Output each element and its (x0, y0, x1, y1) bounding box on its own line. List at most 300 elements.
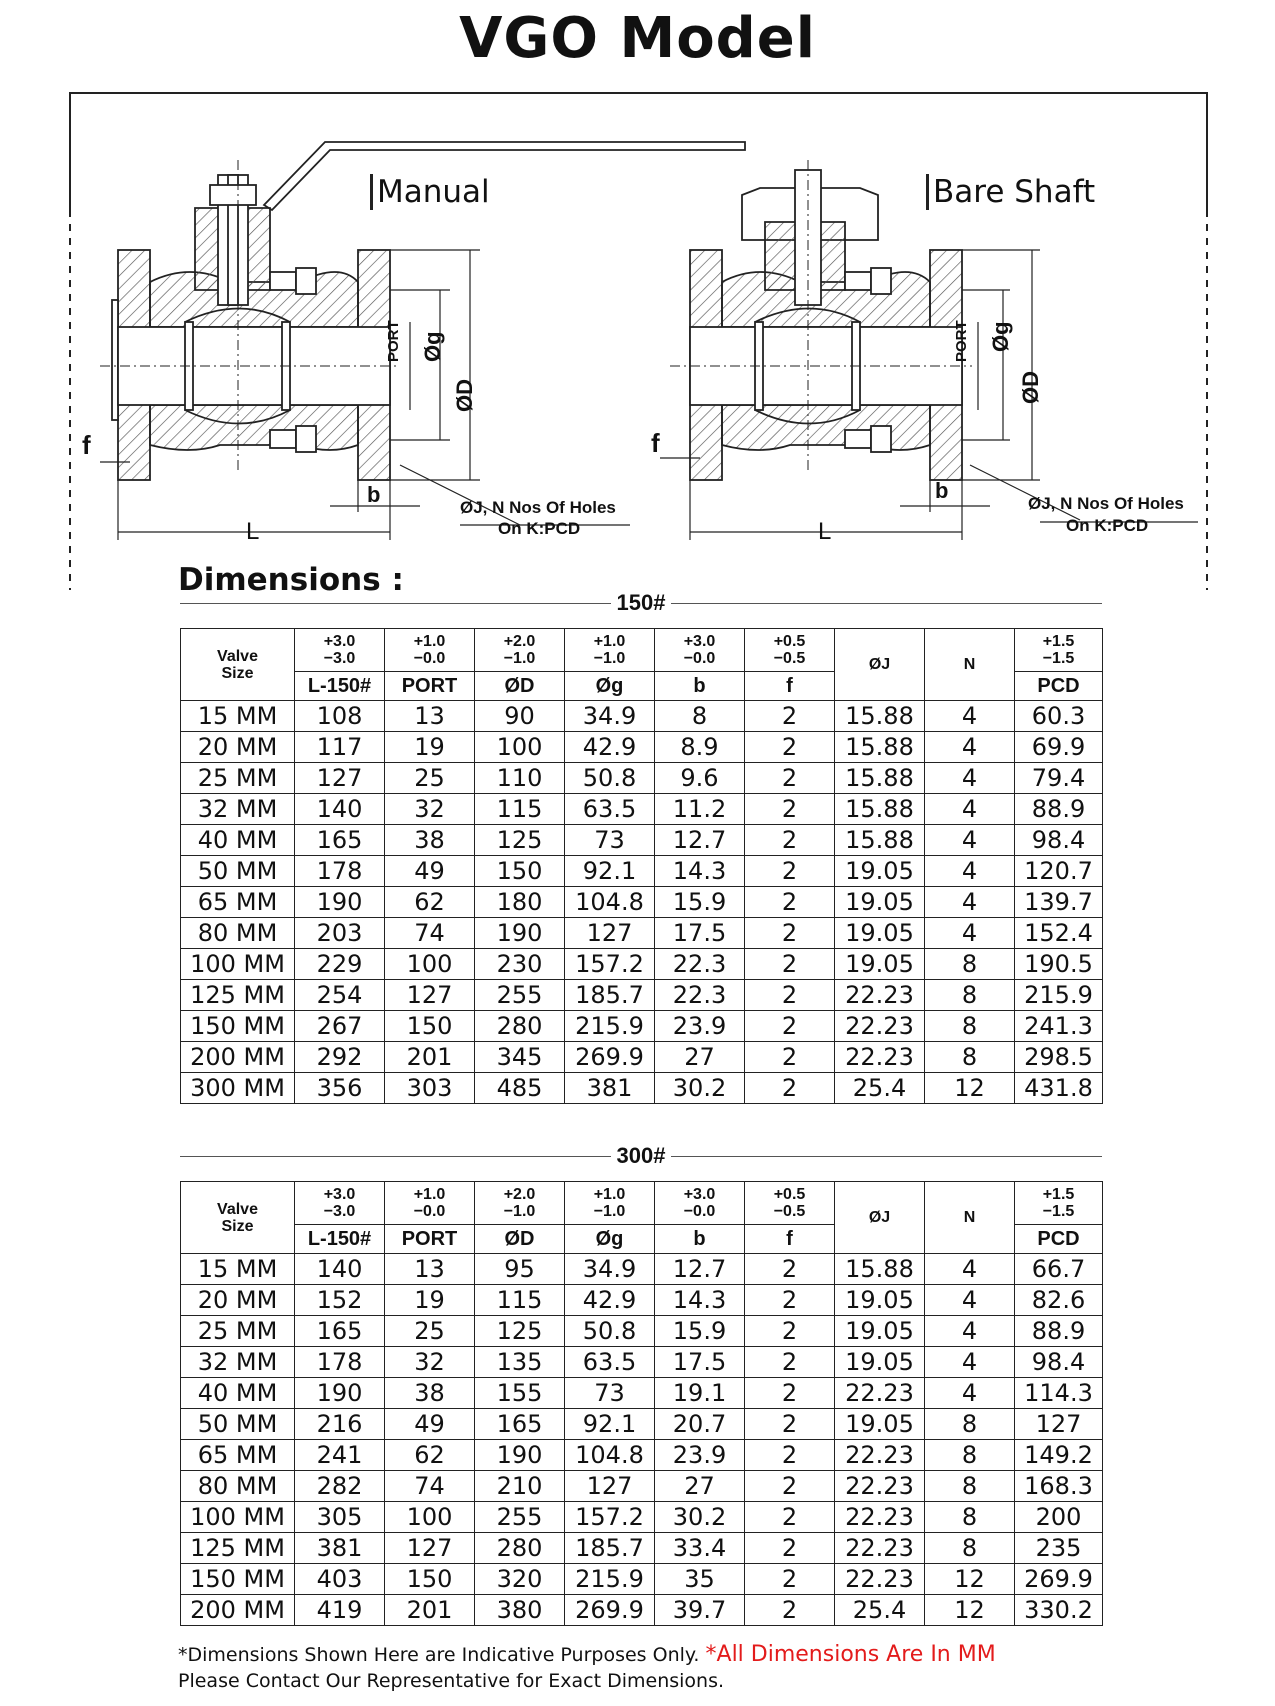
value-cell: 34.9 (565, 1254, 655, 1285)
value-cell: 127 (295, 763, 385, 794)
value-cell: 269.9 (1015, 1564, 1103, 1595)
value-cell: 88.9 (1015, 1316, 1103, 1347)
value-cell: 356 (295, 1073, 385, 1104)
value-cell: 12 (925, 1564, 1015, 1595)
value-cell: 23.9 (655, 1011, 745, 1042)
value-cell: 255 (475, 980, 565, 1011)
value-cell: 140 (295, 1254, 385, 1285)
value-cell: 69.9 (1015, 732, 1103, 763)
value-cell: 2 (745, 763, 835, 794)
value-cell: 345 (475, 1042, 565, 1073)
value-cell: 178 (295, 1347, 385, 1378)
valve-size-cell: 100 MM (181, 1502, 295, 1533)
value-cell: 320 (475, 1564, 565, 1595)
value-cell: 4 (925, 1254, 1015, 1285)
table-row (181, 794, 1103, 825)
value-cell: 79.4 (1015, 763, 1103, 794)
value-cell: 19.1 (655, 1378, 745, 1409)
value-cell: 267 (295, 1011, 385, 1042)
value-cell: 30.2 (655, 1073, 745, 1104)
value-cell: 14.3 (655, 856, 745, 887)
value-cell: 19.05 (835, 1316, 925, 1347)
value-cell: 127 (565, 918, 655, 949)
value-cell: 32 (385, 1347, 475, 1378)
value-cell: 27 (655, 1042, 745, 1073)
value-cell: 25 (385, 763, 475, 794)
valve-size-cell: 25 MM (181, 763, 295, 794)
value-cell: 32 (385, 794, 475, 825)
value-cell: 4 (925, 794, 1015, 825)
valve-size-cell: 100 MM (181, 949, 295, 980)
table-row (181, 1254, 1103, 1285)
value-cell: 2 (745, 1073, 835, 1104)
value-cell: 42.9 (565, 732, 655, 763)
tol-port: +1.0 −0.0 (385, 629, 475, 672)
manual-label: Manual (370, 174, 490, 210)
value-cell: 152 (295, 1285, 385, 1316)
table-row (181, 825, 1103, 856)
value-cell: 165 (475, 1409, 565, 1440)
value-cell: 305 (295, 1502, 385, 1533)
holes-label-right-2: On K:PCD (1066, 516, 1149, 535)
value-cell: 2 (745, 887, 835, 918)
table-row (181, 1440, 1103, 1471)
value-cell: 104.8 (565, 887, 655, 918)
col-f: f (745, 672, 835, 701)
table-row (181, 949, 1103, 980)
valve-size-cell: 200 MM (181, 1595, 295, 1626)
value-cell: 25.4 (835, 1073, 925, 1104)
value-cell: 17.5 (655, 918, 745, 949)
value-cell: 12 (925, 1595, 1015, 1626)
dim-b-label-left: b (367, 482, 381, 507)
value-cell: 19 (385, 1285, 475, 1316)
value-cell: 229 (295, 949, 385, 980)
valve-size-cell: 80 MM (181, 1471, 295, 1502)
value-cell: 190 (295, 1378, 385, 1409)
value-cell: 157.2 (565, 949, 655, 980)
oj-header: ØJ (835, 629, 925, 701)
table-row (181, 1011, 1103, 1042)
value-cell: 98.4 (1015, 1347, 1103, 1378)
tol-l: +3.0 −3.0 (295, 1182, 385, 1225)
valve-size-cell: 65 MM (181, 1440, 295, 1471)
value-cell: 9.6 (655, 763, 745, 794)
value-cell: 13 (385, 701, 475, 732)
value-cell: 280 (475, 1011, 565, 1042)
value-cell: 19.05 (835, 949, 925, 980)
dimensions-table-150 (180, 628, 1103, 1104)
value-cell: 4 (925, 887, 1015, 918)
value-cell: 110 (475, 763, 565, 794)
table-row (181, 1409, 1103, 1440)
table-row (181, 856, 1103, 887)
value-cell: 210 (475, 1471, 565, 1502)
value-cell: 152.4 (1015, 918, 1103, 949)
value-cell: 2 (745, 1440, 835, 1471)
bare-shaft-label: Bare Shaft (926, 174, 1095, 210)
tol-pcd: +1.5 −1.5 (1015, 1182, 1103, 1225)
value-cell: 431.8 (1015, 1073, 1103, 1104)
value-cell: 203 (295, 918, 385, 949)
dim-l-label-right: L (818, 518, 832, 545)
value-cell: 19.05 (835, 918, 925, 949)
footer-disclaimer: *Dimensions Shown Here are Indicative Purposes Only. (178, 1644, 700, 1666)
col-l: L-150# (295, 1225, 385, 1254)
value-cell: 22.23 (835, 1042, 925, 1073)
value-cell: 215.9 (1015, 980, 1103, 1011)
value-cell: 22.23 (835, 1440, 925, 1471)
value-cell: 230 (475, 949, 565, 980)
value-cell: 100 (385, 949, 475, 980)
valve-size-cell: 150 MM (181, 1011, 295, 1042)
value-cell: 168.3 (1015, 1471, 1103, 1502)
col-b: b (655, 1225, 745, 1254)
value-cell: 115 (475, 794, 565, 825)
value-cell: 22.23 (835, 1471, 925, 1502)
value-cell: 8 (655, 701, 745, 732)
table-row (181, 980, 1103, 1011)
dim-l-label-left: L (246, 518, 260, 545)
tol-port: +1.0 −0.0 (385, 1182, 475, 1225)
value-cell: 62 (385, 887, 475, 918)
value-cell: 19.05 (835, 856, 925, 887)
table-row (181, 1533, 1103, 1564)
table-row (181, 1285, 1103, 1316)
dim-d-label-right: ØD (1018, 371, 1043, 404)
value-cell: 22.23 (835, 1011, 925, 1042)
value-cell: 15.88 (835, 732, 925, 763)
value-cell: 22.23 (835, 980, 925, 1011)
value-cell: 27 (655, 1471, 745, 1502)
col-port: PORT (385, 1225, 475, 1254)
n-header: N (925, 629, 1015, 701)
value-cell: 11.2 (655, 794, 745, 825)
valve-size-cell: 150 MM (181, 1564, 295, 1595)
holes-label-left-2: On K:PCD (498, 519, 581, 538)
valve-size-cell: 40 MM (181, 825, 295, 856)
tol-d: +2.0 −1.0 (475, 1182, 565, 1225)
value-cell: 23.9 (655, 1440, 745, 1471)
value-cell: 2 (745, 794, 835, 825)
value-cell: 19.05 (835, 887, 925, 918)
holes-label-right-1: ØJ, N Nos Of Holes (1028, 494, 1184, 513)
value-cell: 2 (745, 856, 835, 887)
value-cell: 2 (745, 1378, 835, 1409)
value-cell: 42.9 (565, 1285, 655, 1316)
value-cell: 4 (925, 856, 1015, 887)
table-row (181, 1316, 1103, 1347)
value-cell: 269.9 (565, 1595, 655, 1626)
value-cell: 15.9 (655, 1316, 745, 1347)
value-cell: 15.88 (835, 701, 925, 732)
value-cell: 255 (475, 1502, 565, 1533)
value-cell: 127 (385, 980, 475, 1011)
holes-label-left-1: ØJ, N Nos Of Holes (460, 498, 616, 517)
value-cell: 38 (385, 825, 475, 856)
value-cell: 2 (745, 825, 835, 856)
value-cell: 298.5 (1015, 1042, 1103, 1073)
dim-d-label-left: ØD (452, 379, 477, 412)
value-cell: 165 (295, 1316, 385, 1347)
value-cell: 190 (475, 1440, 565, 1471)
value-cell: 235 (1015, 1533, 1103, 1564)
value-cell: 2 (745, 732, 835, 763)
value-cell: 4 (925, 701, 1015, 732)
value-cell: 2 (745, 1564, 835, 1595)
valve-size-header: Valve Size (181, 629, 295, 701)
value-cell: 215.9 (565, 1564, 655, 1595)
col-b: b (655, 672, 745, 701)
value-cell: 117 (295, 732, 385, 763)
value-cell: 150 (475, 856, 565, 887)
value-cell: 185.7 (565, 1533, 655, 1564)
col-g: Øg (565, 1225, 655, 1254)
grade-label: 300# (611, 1143, 672, 1168)
col-d: ØD (475, 1225, 565, 1254)
value-cell: 201 (385, 1042, 475, 1073)
value-cell: 2 (745, 1042, 835, 1073)
value-cell: 403 (295, 1564, 385, 1595)
value-cell: 12.7 (655, 825, 745, 856)
value-cell: 20.7 (655, 1409, 745, 1440)
table-row (181, 1595, 1103, 1626)
value-cell: 190 (295, 887, 385, 918)
value-cell: 22.23 (835, 1378, 925, 1409)
valve-size-cell: 20 MM (181, 732, 295, 763)
value-cell: 282 (295, 1471, 385, 1502)
grade-label: 150# (611, 590, 672, 615)
col-l: L-150# (295, 672, 385, 701)
value-cell: 4 (925, 1378, 1015, 1409)
value-cell: 190.5 (1015, 949, 1103, 980)
value-cell: 13 (385, 1254, 475, 1285)
value-cell: 254 (295, 980, 385, 1011)
value-cell: 150 (385, 1011, 475, 1042)
table-row (181, 732, 1103, 763)
table-row (181, 1347, 1103, 1378)
value-cell: 292 (295, 1042, 385, 1073)
table-row (181, 1471, 1103, 1502)
value-cell: 8 (925, 980, 1015, 1011)
value-cell: 33.4 (655, 1533, 745, 1564)
value-cell: 4 (925, 732, 1015, 763)
tol-b: +3.0 −0.0 (655, 1182, 745, 1225)
value-cell: 485 (475, 1073, 565, 1104)
tol-pcd: +1.5 −1.5 (1015, 629, 1103, 672)
value-cell: 8 (925, 1502, 1015, 1533)
value-cell: 2 (745, 1409, 835, 1440)
value-cell: 380 (475, 1595, 565, 1626)
col-f: f (745, 1225, 835, 1254)
tol-g: +1.0 −1.0 (565, 629, 655, 672)
value-cell: 2 (745, 701, 835, 732)
value-cell: 34.9 (565, 701, 655, 732)
value-cell: 49 (385, 1409, 475, 1440)
value-cell: 2 (745, 949, 835, 980)
value-cell: 149.2 (1015, 1440, 1103, 1471)
value-cell: 8 (925, 949, 1015, 980)
value-cell: 2 (745, 1254, 835, 1285)
table-row (181, 1378, 1103, 1409)
table-row (181, 1042, 1103, 1073)
footer-note (178, 1642, 996, 1694)
value-cell: 157.2 (565, 1502, 655, 1533)
value-cell: 2 (745, 1011, 835, 1042)
value-cell: 8.9 (655, 732, 745, 763)
valve-size-cell: 65 MM (181, 887, 295, 918)
dim-g-label-left: Øg (420, 331, 445, 362)
value-cell: 4 (925, 825, 1015, 856)
dim-g-label-right: Øg (988, 321, 1013, 352)
value-cell: 2 (745, 1595, 835, 1626)
value-cell: 4 (925, 1347, 1015, 1378)
table-300-grade (180, 1143, 1102, 1169)
value-cell: 17.5 (655, 1347, 745, 1378)
value-cell: 201 (385, 1595, 475, 1626)
value-cell: 74 (385, 1471, 475, 1502)
value-cell: 30.2 (655, 1502, 745, 1533)
value-cell: 120.7 (1015, 856, 1103, 887)
value-cell: 165 (295, 825, 385, 856)
value-cell: 15.88 (835, 794, 925, 825)
value-cell: 98.4 (1015, 825, 1103, 856)
value-cell: 73 (565, 825, 655, 856)
bare-shaft-valve-drawing (660, 160, 1198, 540)
value-cell: 127 (565, 1471, 655, 1502)
valve-size-cell: 32 MM (181, 794, 295, 825)
tol-f: +0.5 −0.5 (745, 1182, 835, 1225)
value-cell: 2 (745, 1316, 835, 1347)
dim-f-label-left: f (82, 430, 91, 460)
value-cell: 22.3 (655, 980, 745, 1011)
value-cell: 49 (385, 856, 475, 887)
value-cell: 2 (745, 1502, 835, 1533)
table-row (181, 701, 1103, 732)
value-cell: 38 (385, 1378, 475, 1409)
valve-size-header: Valve Size (181, 1182, 295, 1254)
col-pcd: PCD (1015, 672, 1103, 701)
value-cell: 66.7 (1015, 1254, 1103, 1285)
table-row (181, 1073, 1103, 1104)
value-cell: 125 (475, 825, 565, 856)
table-150-grade (180, 590, 1102, 616)
footer-line-2: Please Contact Our Representative for Exact Dimensions. (178, 1670, 725, 1692)
col-port: PORT (385, 672, 475, 701)
value-cell: 381 (295, 1533, 385, 1564)
value-cell: 74 (385, 918, 475, 949)
value-cell: 63.5 (565, 794, 655, 825)
value-cell: 15.88 (835, 1254, 925, 1285)
value-cell: 50.8 (565, 763, 655, 794)
value-cell: 2 (745, 918, 835, 949)
value-cell: 2 (745, 1471, 835, 1502)
value-cell: 135 (475, 1347, 565, 1378)
valve-size-cell: 40 MM (181, 1378, 295, 1409)
value-cell: 419 (295, 1595, 385, 1626)
table-row (181, 918, 1103, 949)
valve-size-cell: 80 MM (181, 918, 295, 949)
value-cell: 22.23 (835, 1533, 925, 1564)
value-cell: 241 (295, 1440, 385, 1471)
dimensions-heading: Dimensions : (178, 562, 404, 598)
value-cell: 8 (925, 1440, 1015, 1471)
valve-size-cell: 25 MM (181, 1316, 295, 1347)
value-cell: 241.3 (1015, 1011, 1103, 1042)
oj-header: ØJ (835, 1182, 925, 1254)
value-cell: 150 (385, 1564, 475, 1595)
value-cell: 140 (295, 794, 385, 825)
value-cell: 92.1 (565, 1409, 655, 1440)
value-cell: 22.3 (655, 949, 745, 980)
value-cell: 4 (925, 763, 1015, 794)
value-cell: 4 (925, 1316, 1015, 1347)
n-header: N (925, 1182, 1015, 1254)
table-row (181, 1564, 1103, 1595)
value-cell: 15.9 (655, 887, 745, 918)
valve-size-cell: 50 MM (181, 856, 295, 887)
value-cell: 60.3 (1015, 701, 1103, 732)
tol-l: +3.0 −3.0 (295, 629, 385, 672)
value-cell: 108 (295, 701, 385, 732)
valve-size-cell: 125 MM (181, 980, 295, 1011)
valve-size-cell: 15 MM (181, 701, 295, 732)
value-cell: 15.88 (835, 825, 925, 856)
value-cell: 8 (925, 1011, 1015, 1042)
value-cell: 25.4 (835, 1595, 925, 1626)
valve-size-cell: 300 MM (181, 1073, 295, 1104)
dim-port-label-left: PORT (385, 320, 402, 362)
value-cell: 25 (385, 1316, 475, 1347)
value-cell: 115 (475, 1285, 565, 1316)
value-cell: 14.3 (655, 1285, 745, 1316)
value-cell: 100 (475, 732, 565, 763)
value-cell: 100 (385, 1502, 475, 1533)
value-cell: 330.2 (1015, 1595, 1103, 1626)
value-cell: 2 (745, 1285, 835, 1316)
footer-line-1 (178, 1642, 996, 1668)
value-cell: 139.7 (1015, 887, 1103, 918)
value-cell: 73 (565, 1378, 655, 1409)
valve-size-cell: 50 MM (181, 1409, 295, 1440)
value-cell: 303 (385, 1073, 475, 1104)
tol-f: +0.5 −0.5 (745, 629, 835, 672)
value-cell: 4 (925, 918, 1015, 949)
value-cell: 15.88 (835, 763, 925, 794)
col-d: ØD (475, 672, 565, 701)
value-cell: 178 (295, 856, 385, 887)
value-cell: 125 (475, 1316, 565, 1347)
value-cell: 216 (295, 1409, 385, 1440)
value-cell: 50.8 (565, 1316, 655, 1347)
value-cell: 2 (745, 1533, 835, 1564)
value-cell: 88.9 (1015, 794, 1103, 825)
value-cell: 2 (745, 1347, 835, 1378)
dimensions-table-300 (180, 1181, 1103, 1626)
value-cell: 92.1 (565, 856, 655, 887)
value-cell: 19.05 (835, 1347, 925, 1378)
tol-d: +2.0 −1.0 (475, 629, 565, 672)
value-cell: 155 (475, 1378, 565, 1409)
valve-size-cell: 200 MM (181, 1042, 295, 1073)
table-row (181, 887, 1103, 918)
value-cell: 180 (475, 887, 565, 918)
value-cell: 269.9 (565, 1042, 655, 1073)
value-cell: 19.05 (835, 1285, 925, 1316)
value-cell: 2 (745, 980, 835, 1011)
dim-b-label-right: b (935, 478, 949, 503)
value-cell: 114.3 (1015, 1378, 1103, 1409)
